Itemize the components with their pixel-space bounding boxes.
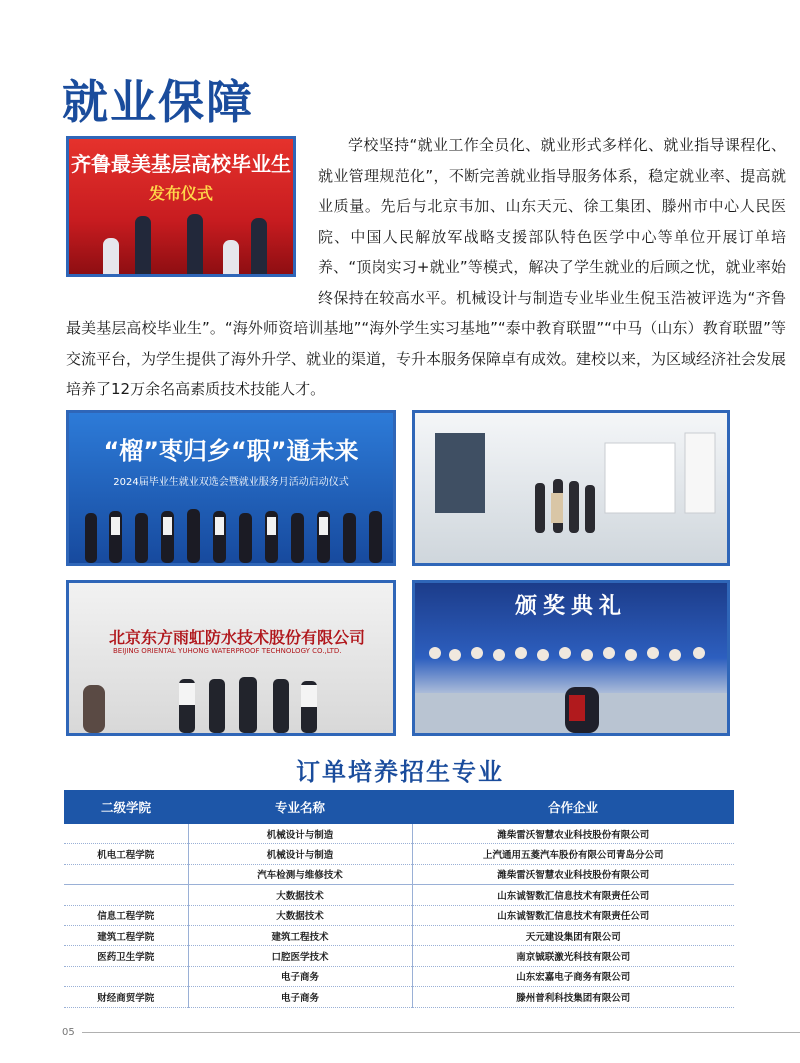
- order-training-table: [64, 790, 734, 1008]
- awards-banner: 颁奖典礼: [514, 594, 627, 619]
- company-cell: 上汽通用五菱汽车股份有限公司青岛分公司: [412, 844, 734, 864]
- company-cell: 山东宏嘉电子商务有限公司: [412, 966, 734, 986]
- table-row: [64, 946, 734, 966]
- job-fair-banner-title: “榴”枣归乡“职”通未来: [103, 437, 359, 465]
- awards-audience: [415, 583, 727, 733]
- footer-divider: [82, 1032, 800, 1033]
- college-cell: 机电工程学院: [64, 844, 188, 864]
- table-row: [64, 824, 734, 844]
- major-cell: 电子商务: [188, 966, 412, 986]
- college-cell: [64, 885, 188, 905]
- college-cell: [64, 824, 188, 844]
- college-cell: [64, 966, 188, 986]
- award-ceremony-photo: [66, 136, 296, 277]
- table-row: [64, 844, 734, 864]
- table-row: [64, 864, 734, 884]
- college-cell: 医药卫生学院: [64, 946, 188, 966]
- company-cell: 山东诚智数汇信息技术有限责任公司: [412, 885, 734, 905]
- table-row: [64, 966, 734, 986]
- major-cell: 电子商务: [188, 987, 412, 1007]
- job-fair-photo: [66, 410, 396, 566]
- awards-ceremony-photo: [412, 580, 730, 736]
- exhibition-hall-photo: [412, 410, 730, 566]
- college-cell: 建筑工程学院: [64, 925, 188, 945]
- major-cell: 机械设计与制造: [188, 824, 412, 844]
- major-cell: 口腔医学技术: [188, 946, 412, 966]
- company-cell: 南京铖联激光科技有限公司: [412, 946, 734, 966]
- header-major: 专业名称: [188, 790, 412, 824]
- section-title: 订单培养招生专业: [296, 758, 504, 786]
- college-cell: 财经商贸学院: [64, 987, 188, 1007]
- company-cell: 山东诚智数汇信息技术有限责任公司: [412, 905, 734, 925]
- college-cell: 信息工程学院: [64, 905, 188, 925]
- exhibition-hall-scene: [415, 413, 727, 563]
- job-fair-banner-subtitle: 2024届毕业生就业双选会暨就业服务月活动启动仪式: [113, 477, 349, 488]
- page-title: 就业保障: [62, 75, 254, 129]
- award-photo-subcaption: 发布仪式: [148, 184, 213, 203]
- page-number: 05: [62, 1027, 75, 1038]
- company-visit-people: [79, 675, 389, 733]
- intro-block: [66, 130, 786, 405]
- table-row: [64, 925, 734, 945]
- company-visit-photo: [66, 580, 396, 736]
- major-cell: 汽车检测与维修技术: [188, 864, 412, 884]
- award-photo-caption: 齐鲁最美基层高校毕业生: [71, 152, 291, 176]
- company-sign-cn: 北京东方雨虹防水技术股份有限公司: [109, 628, 366, 647]
- award-photo-people: [91, 214, 271, 274]
- company-cell: 潍柴雷沃智慧农业科技股份有限公司: [412, 864, 734, 884]
- company-cell: 天元建设集团有限公司: [412, 925, 734, 945]
- intro-paragraph: 学校坚持“就业工作全员化、就业形式多样化、就业指导课程化、就业管理规范化”，不断完善就业指导服务体系，稳定就业率、提高就业质量。先后与北京韦加、山东天元、徐工集团、滕州市中心人民医院、中国人民解放军战略支援部队特色医学中心等单位开展订单培养、“顶岗实习+就业”等模式，解决了学生就业的后顾之忧，就业率始终保持在较高水平。机械设计与制造专业毕业生倪玉浩被评选为“齐鲁最美基层高校毕业生”。“海外师资培训基地”“海外学生实习基地”“泰中教育联盟”“中马（山东）教育联盟”等交流平台，为学生提供了海外升学、就业的渠道，专升本服务保障卓有成效。建校以来，为区域经济社会发展培养了12万余名高素质技术技能人才。: [66, 136, 787, 398]
- college-cell: [64, 864, 188, 884]
- table-header-row: [64, 790, 734, 824]
- major-cell: 机械设计与制造: [188, 844, 412, 864]
- job-fair-crowd: [79, 505, 389, 563]
- table-row: [64, 885, 734, 905]
- major-cell: 建筑工程技术: [188, 925, 412, 945]
- table-row: [64, 905, 734, 925]
- company-cell: 滕州普利科技集团有限公司: [412, 987, 734, 1007]
- major-cell: 大数据技术: [188, 885, 412, 905]
- table-row: [64, 987, 734, 1007]
- header-college: 二级学院: [64, 790, 188, 824]
- major-cell: 大数据技术: [188, 905, 412, 925]
- company-cell: 潍柴雷沃智慧农业科技股份有限公司: [412, 824, 734, 844]
- company-sign-en: BEIJING ORIENTAL YUHONG WATERPROOF TECHNOLOGY CO.,LTD.: [113, 647, 342, 655]
- header-company: 合作企业: [412, 790, 734, 824]
